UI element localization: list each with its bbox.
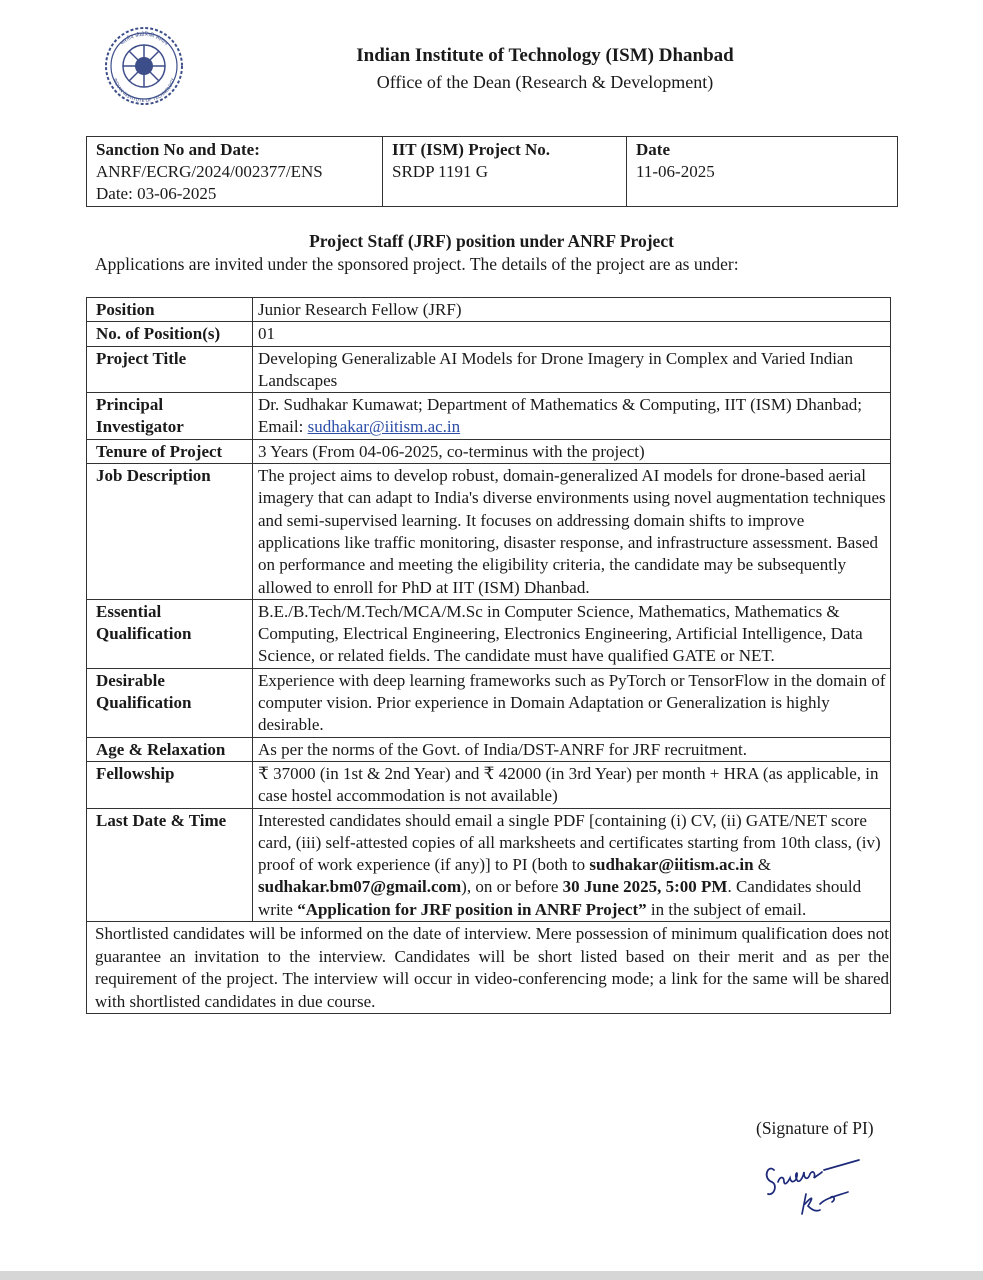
project-number-cell <box>383 137 627 207</box>
essential-qualification-value: B.E./B.Tech/M.Tech/MCA/M.Sc in Computer Science, Mathematics, Mathematics & Computing, Electrical Engineering, Electronics Engineering, Artificial Intelligence, Data Science, or related fields. The candidate must have qualified GATE or NET. <box>253 599 891 668</box>
table-row <box>87 668 891 737</box>
fellowship-value: ₹ 37000 (in 1st & 2nd Year) and ₹ 42000 (in 3rd Year) per month + HRA (as applicable, in case hostel accommodation is not available) <box>253 761 891 808</box>
pi-text: Dr. Sudhakar Kumawat; Department of Mathematics & Computing, IIT (ISM) Dhanbad; Email: <box>258 395 863 437</box>
pi-label: Principal Investigator <box>87 393 253 440</box>
position-label: Position <box>87 298 253 322</box>
job-description-value: The project aims to develop robust, domain-generalized AI models for drone-based aerial imagery that can adapt to India's diverse environments using novel augmentation techniques and semi-supervised learning. It focuses on addressing domain shifts to improve applications like traffic monitoring, disaster response, and infrastructure assessment. Based on performance and meeting the eligibility criteria, the candidate may be subsequently allowed to enroll for PhD at IIT (ISM) Dhanbad. <box>253 464 891 600</box>
num-positions-value: 01 <box>253 322 891 346</box>
table-row <box>87 599 891 668</box>
table-row <box>87 808 891 921</box>
letterhead <box>230 44 860 94</box>
shortlist-note: Shortlisted candidates will be informed on the date of interview. Mere possession of minimum qualification does not guarantee an invitation to the interview. Candidates will be short listed based on their merit and as per the requirement of the project. The interview will occur in video-conferencing mode; a link for the same will be shared with shortlisted candidates in due course. <box>87 922 891 1014</box>
last-date-text-2: ), on or before <box>461 877 563 897</box>
details-table <box>86 297 891 1014</box>
desirable-qualification-label: Desirable Qualification <box>87 668 253 737</box>
last-date-amp: & <box>753 855 772 875</box>
email-primary: sudhakar@iitism.ac.in <box>589 855 754 875</box>
table-row <box>87 346 891 393</box>
pi-value <box>253 393 891 440</box>
last-date-text-3: . Candidates should write <box>258 877 862 919</box>
position-value: Junior Research Fellow (JRF) <box>253 298 891 322</box>
project-title-label: Project Title <box>87 346 253 393</box>
sanction-table <box>86 136 898 207</box>
table-row <box>87 322 891 346</box>
sanction-label: Sanction No and Date: <box>96 140 260 159</box>
table-row <box>87 298 891 322</box>
pi-email-link[interactable]: sudhakar@iitism.ac.in <box>307 417 461 437</box>
notice-title: Project Staff (JRF) position under ANRF Project <box>309 231 674 251</box>
tenure-value: 3 Years (From 04-06-2025, co-terminus with the project) <box>253 439 891 463</box>
email-secondary: sudhakar.bm07@gmail.com <box>258 877 462 897</box>
fellowship-label: Fellowship <box>87 761 253 808</box>
date-label: Date <box>636 140 670 159</box>
last-date-label: Last Date & Time <box>87 808 253 921</box>
last-date-value <box>253 808 891 921</box>
project-title-value: Developing Generalizable AI Models for Drone Imagery in Complex and Varied Indian Landscapes <box>253 346 891 393</box>
age-relaxation-label: Age & Relaxation <box>87 737 253 761</box>
project-number-label: IIT (ISM) Project No. <box>392 140 551 159</box>
notice-intro: Applications are invited under the sponsored project. The details of the project are as under: <box>95 254 739 274</box>
desirable-qualification-value: Experience with deep learning frameworks such as PyTorch or TensorFlow in the domain of computer vision. Prior experience in Domain Adaptation or Generalization is highly desirable. <box>253 668 891 737</box>
email-subject: “Application for JRF position in ANRF Project” <box>297 899 647 919</box>
tenure-label: Tenure of Project <box>87 439 253 463</box>
signature <box>764 1152 879 1224</box>
iit-ism-logo-icon <box>102 24 186 110</box>
table-row <box>87 761 891 808</box>
table-row <box>87 439 891 463</box>
office-name: Office of the Dean (Research & Development) <box>376 72 714 92</box>
date-cell <box>627 137 898 207</box>
sanction-cell <box>87 137 383 207</box>
table-row <box>87 922 891 1014</box>
last-date-text-1: Interested candidates should email a single PDF [containing (i) CV, (ii) GATE/NET score card, (iii) self-attested copies of all marksheets and certificates starting from 10th class, (iv) proof of work experience (if any)] to PI (both to <box>258 810 881 875</box>
last-date-text-4: in the subject of email. <box>646 899 807 919</box>
age-relaxation-value: As per the norms of the Govt. of India/DST-ANRF for JRF recruitment. <box>253 737 891 761</box>
essential-qualification-label: Essential Qualification <box>87 599 253 668</box>
logo-top-text: भारतीय प्रौद्योगिकी संस्थान <box>119 31 169 47</box>
institute-name: Indian Institute of Technology (ISM) Dhanbad <box>356 45 734 66</box>
date-value: 11-06-2025 <box>636 162 715 181</box>
page-bottom-edge <box>0 1271 983 1280</box>
table-row <box>87 393 891 440</box>
deadline: 30 June 2025, 5:00 PM <box>562 877 728 897</box>
table-row <box>87 464 891 600</box>
sanction-number: ANRF/ECRG/2024/002377/ENS <box>96 162 323 181</box>
logo-bottom-text: INDIAN INSTITUTE OF TECHNOLOGY <box>111 77 177 105</box>
sanction-date: Date: 03-06-2025 <box>96 184 217 203</box>
job-description-label: Job Description <box>87 464 253 600</box>
signature-label: (Signature of PI) <box>756 1118 874 1138</box>
project-number: SRDP 1191 G <box>392 162 489 181</box>
table-row <box>87 737 891 761</box>
num-positions-label: No. of Position(s) <box>87 322 253 346</box>
